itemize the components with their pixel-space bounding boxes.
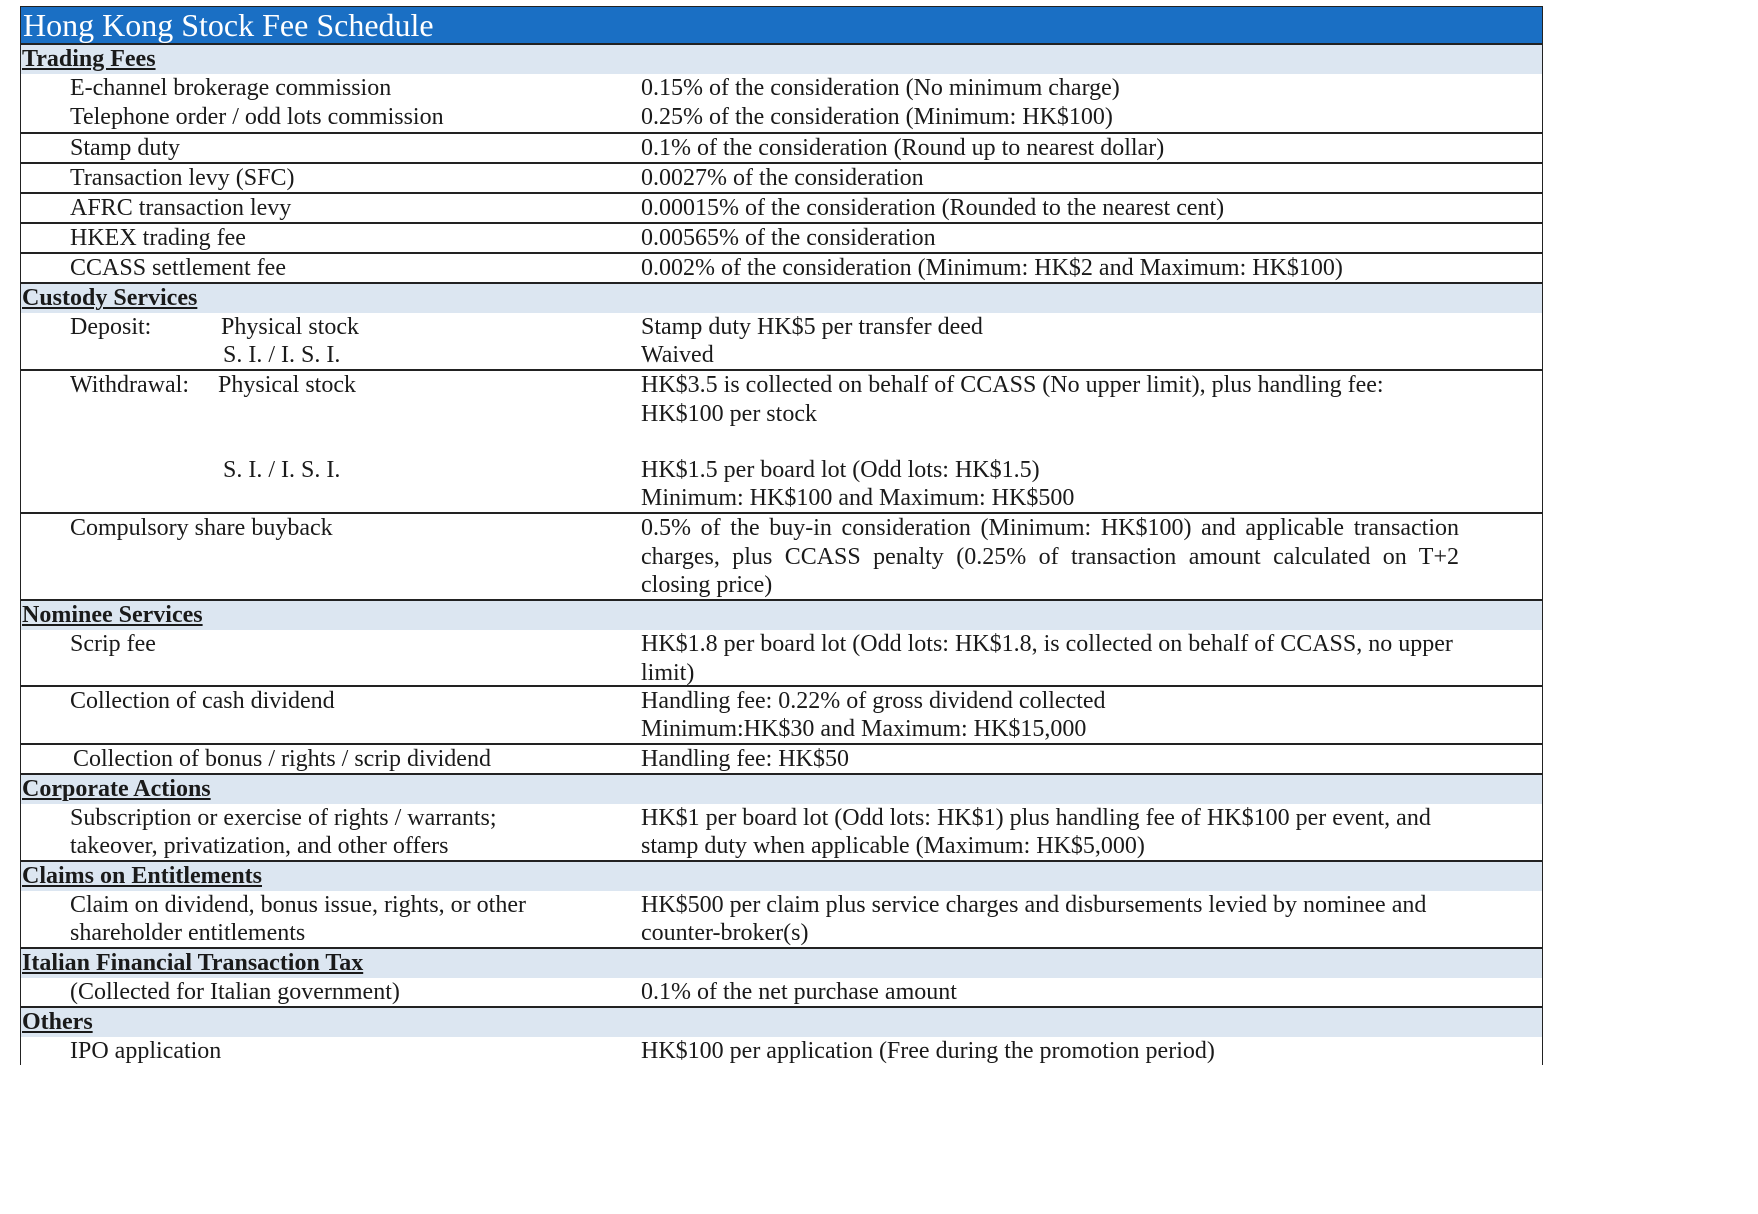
page-title: Hong Kong Stock Fee Schedule bbox=[21, 6, 1542, 45]
fee-value: counter-broker(s) bbox=[641, 920, 809, 946]
fee-value: HK$1.5 per board lot (Odd lots: HK$1.5) bbox=[641, 457, 1040, 483]
fee-value: Stamp duty HK$5 per transfer deed bbox=[641, 314, 983, 340]
fee-label: Stamp duty bbox=[70, 135, 181, 161]
fee-sublabel: Physical stock bbox=[218, 372, 356, 398]
table-row bbox=[21, 804, 1542, 862]
table-row bbox=[21, 978, 1542, 1008]
table-row bbox=[21, 194, 1542, 224]
fee-value: 0.1% of the consideration (Round up to nearest dollar) bbox=[641, 135, 1165, 161]
fee-value: Minimum:HK$30 and Maximum: HK$15,000 bbox=[641, 716, 1087, 742]
fee-sublabel: Physical stock bbox=[221, 314, 359, 340]
fee-value: 0.5% of the buy-in consideration (Minimum: HK$100) and applicable transaction charges, plus CCASS penalty (0.25% of transaction amount calculated on T+2 closing price) bbox=[641, 515, 1459, 599]
section-title: Italian Financial Transaction Tax bbox=[22, 950, 364, 976]
fee-value: 0.25% of the consideration (Minimum: HK$100) bbox=[641, 104, 1113, 130]
fee-label: AFRC transaction levy bbox=[70, 195, 292, 221]
fee-value: Waived bbox=[641, 342, 714, 368]
fee-label: IPO application bbox=[70, 1038, 222, 1064]
fee-label: CCASS settlement fee bbox=[70, 255, 286, 281]
section-title: Custody Services bbox=[22, 285, 198, 311]
section-header-italian-financial-transaction-tax bbox=[21, 949, 1542, 978]
fee-label: Claim on dividend, bonus issue, rights, or other bbox=[70, 892, 526, 918]
section-title: Corporate Actions bbox=[22, 776, 211, 802]
table-row bbox=[21, 1037, 1542, 1065]
fee-label: Compulsory share buyback bbox=[70, 515, 333, 541]
fee-label: Telephone order / odd lots commission bbox=[70, 104, 444, 130]
section-header-others bbox=[21, 1008, 1542, 1037]
table-row bbox=[21, 745, 1542, 775]
fee-value: 0.002% of the consideration (Minimum: HK$2 and Maximum: HK$100) bbox=[641, 255, 1343, 281]
fee-value: HK$1.8 per board lot (Odd lots: HK$1.8, is collected on behalf of CCASS, no upper limit) bbox=[641, 631, 1453, 686]
section-header-custody-services bbox=[21, 284, 1542, 313]
table-row bbox=[21, 224, 1542, 254]
fee-label: Collection of bonus / rights / scrip dividend bbox=[73, 746, 491, 772]
table-row bbox=[21, 313, 1542, 371]
fee-value: Handling fee: 0.22% of gross dividend collected bbox=[641, 688, 1106, 714]
fee-schedule-table bbox=[20, 6, 1543, 1065]
table-row bbox=[21, 687, 1542, 745]
fee-value: 0.1% of the net purchase amount bbox=[641, 979, 957, 1005]
fee-label: Subscription or exercise of rights / warrants; bbox=[70, 805, 497, 831]
table-row bbox=[21, 371, 1542, 514]
table-row bbox=[21, 891, 1542, 949]
fee-label: (Collected for Italian government) bbox=[70, 979, 400, 1005]
section-header-claims-on-entitlements bbox=[21, 862, 1542, 891]
fee-sublabel: S. I. / I. S. I. bbox=[223, 457, 341, 483]
table-row bbox=[21, 630, 1542, 687]
fee-value: HK$3.5 is collected on behalf of CCASS (No upper limit), plus handling fee: HK$100 per stock bbox=[641, 372, 1384, 427]
section-title: Others bbox=[22, 1009, 93, 1035]
fee-label: Transaction levy (SFC) bbox=[70, 165, 295, 191]
fee-value: stamp duty when applicable (Maximum: HK$5,000) bbox=[641, 833, 1145, 859]
fee-value: HK$500 per claim plus service charges and disbursements levied by nominee and bbox=[641, 892, 1427, 918]
section-header-trading-fees bbox=[21, 45, 1542, 74]
section-title: Nominee Services bbox=[22, 602, 203, 628]
section-header-nominee-services bbox=[21, 601, 1542, 630]
fee-value: 0.00565% of the consideration bbox=[641, 225, 936, 251]
fee-value: Minimum: HK$100 and Maximum: HK$500 bbox=[641, 485, 1075, 511]
fee-label: Withdrawal: bbox=[70, 372, 189, 398]
section-title: Claims on Entitlements bbox=[22, 863, 262, 889]
fee-value: 0.0027% of the consideration bbox=[641, 165, 924, 191]
section-header-corporate-actions bbox=[21, 775, 1542, 804]
fee-label: E-channel brokerage commission bbox=[70, 75, 392, 101]
fee-label: takeover, privatization, and other offers bbox=[70, 833, 449, 859]
table-row bbox=[21, 74, 1542, 134]
table-row bbox=[21, 254, 1542, 284]
fee-value: HK$100 per application (Free during the promotion period) bbox=[641, 1038, 1215, 1064]
fee-label: shareholder entitlements bbox=[70, 920, 306, 946]
table-row bbox=[21, 134, 1542, 164]
fee-label: HKEX trading fee bbox=[70, 225, 246, 251]
fee-value: HK$1 per board lot (Odd lots: HK$1) plus handling fee of HK$100 per event, and bbox=[641, 805, 1431, 831]
table-row bbox=[21, 514, 1542, 601]
fee-value: 0.15% of the consideration (No minimum charge) bbox=[641, 75, 1120, 101]
fee-label: Collection of cash dividend bbox=[70, 688, 335, 714]
fee-value: 0.00015% of the consideration (Rounded to the nearest cent) bbox=[641, 195, 1225, 221]
section-title: Trading Fees bbox=[22, 46, 156, 72]
table-row bbox=[21, 164, 1542, 194]
fee-value: Handling fee: HK$50 bbox=[641, 746, 849, 772]
fee-sublabel: S. I. / I. S. I. bbox=[223, 342, 341, 368]
fee-label: Deposit: bbox=[70, 314, 152, 340]
fee-label: Scrip fee bbox=[70, 631, 156, 657]
